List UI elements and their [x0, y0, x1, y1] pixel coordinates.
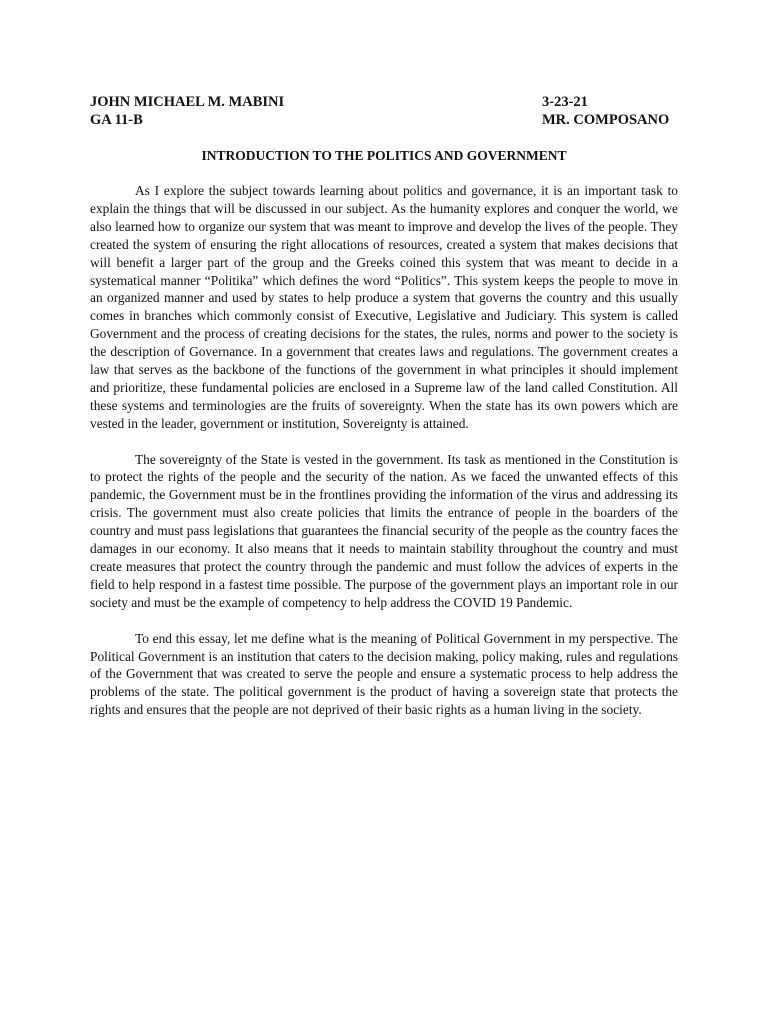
- essay-body: [90, 182, 678, 737]
- author-name: JOHN MICHAEL M. MABINI: [90, 94, 285, 110]
- document-title: INTRODUCTION TO THE POLITICS AND GOVERNMENT: [201, 148, 567, 163]
- header-row-2: [90, 111, 678, 129]
- paragraph-2: The sovereignty of the State is vested in the government. Its task as mentioned in the Constitution is to protect the rights of the people and the security of the nation. As we faced the unwanted effects of this pandemic, the Government must be in the frontlines providing the information of the virus and addressing its crisis. The government must also create policies that limits the entrance of people in the boarders of the country and must pass legislations that guarantees the financial security of the people as the country faces the damages in our economy. It also means that it needs to maintain stability throughout the country and must create measures that protect the country through the pandemic and must follow the advices of experts in the field to help respond in a fastest time possible. The purpose of the government plays an important role in our society and must be the example of competency to help address the COVID 19 Pandemic.: [90, 451, 678, 610]
- teacher-name: MR. COMPOSANO: [542, 112, 670, 128]
- class-section: GA 11-B: [90, 112, 143, 128]
- paragraph-3: To end this essay, let me define what is the meaning of Political Government in my perspective. The Political Government is an institution that caters to the decision making, policy making, rules and regulations of the Government that was created to serve the people and ensure a systematic process to help address the problems of the state. The political government is the product of having a sovereign state that protects the rights and ensures that the people are not deprived of their basic rights as a human living in the society.: [90, 630, 678, 718]
- header-row-1: [90, 93, 678, 111]
- document-date: 3-23-21: [542, 94, 588, 110]
- paragraph-1: As I explore the subject towards learning about politics and governance, it is an important task to explain the things that will be discussed in our subject. As the humanity explores and conquer the world, we also learned how to organize our system that was meant to improve and develop the lives of the people. They created the system of ensuring the right allocations of resources, created a system that makes decisions that will benefit a larger part of the group and the Greeks coined this system that was meant to decide in a systematical manner “Politika” which defines the word “Politics”. This system keeps the people to move in an organized manner and used by states to help produce a system that governs the country and this usually comes in branches which commonly consist of Executive, Legislative and Judiciary. This system is called Government and the process of creating decisions for the states, the rules, norms and power to the society is the description of Governance. In a government that creates laws and regulations. The government creates a law that serves as the backbone of the functions of the government in what principles it should implement and prioritize, these fundamental policies are enclosed in a Supreme law of the land called Constitution. All these systems and terminologies are the fruits of sovereignty. When the state has its own powers which are vested in the leader, government or institution, Sovereignty is attained.: [90, 183, 678, 431]
